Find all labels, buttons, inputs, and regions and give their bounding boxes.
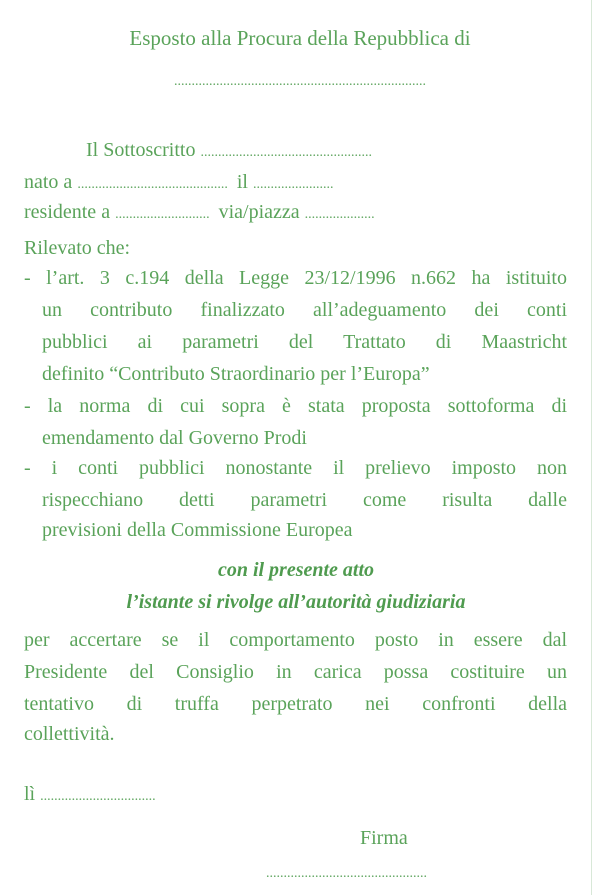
firma-label: Firma: [360, 827, 408, 849]
closing-line-2: Presidente del Consiglio in carica possa costituire un: [24, 661, 567, 683]
page-edge: [591, 0, 592, 895]
emphasis-line-1: con il presente atto: [217, 559, 375, 581]
closing-line-4: collettività.: [24, 723, 115, 745]
li-blank: .................................: [40, 789, 156, 804]
residente-row: [24, 200, 375, 227]
nato-label: nato a: [24, 171, 73, 193]
bullet-1-line-2: un contributo finalizzato all’adeguamento dei conti: [42, 299, 567, 321]
via-blank: ....................: [304, 207, 375, 222]
place-date-row: [24, 782, 156, 809]
il-blank: .......................: [252, 177, 334, 192]
rilevato-heading: Rilevato che:: [24, 237, 131, 259]
nato-row: [24, 170, 333, 197]
document-title: Esposto alla Procura della Repubblica di: [129, 26, 471, 50]
residente-blank: ...........................: [115, 207, 210, 222]
sottoscritto-blank: .................................................: [200, 145, 372, 160]
bullet-2-line-2: emendamento dal Governo Prodi: [42, 427, 307, 449]
bullet-1-line-1: - l’art. 3 c.194 della Legge 23/12/1996 n.662 ha istituito: [24, 267, 567, 289]
via-label: via/piazza: [218, 201, 300, 223]
bullet-1-line-4: definito “Contributo Straordinario per l’Europa”: [42, 363, 430, 385]
li-label: lì: [24, 783, 36, 805]
closing-line-3: tentativo di truffa perpetrato nei confronti della: [24, 693, 567, 715]
sottoscritto-label: Il Sottoscritto: [86, 139, 196, 161]
closing-line-1: per accertare se il comportamento posto in essere dal: [24, 629, 567, 651]
sottoscritto-row: [86, 138, 372, 165]
residente-label: residente a: [24, 201, 111, 223]
bullet-3-line-1: - i conti pubblici nonostante il prelievo imposto non: [24, 457, 567, 479]
nato-blank: ...........................................: [77, 177, 228, 192]
il-label: il: [236, 171, 248, 193]
bullet-2-line-1: - la norma di cui sopra è stata proposta sottoforma di: [24, 395, 567, 417]
bullet-3-line-2: rispecchiano detti parametri come risulta dalle: [42, 489, 567, 511]
bullet-1-line-3: pubblici ai parametri del Trattato di Maastricht: [42, 331, 567, 353]
emphasis-line-2: l’istante si rivolge all’autorità giudiziaria: [126, 591, 466, 613]
bullet-3-line-3: previsioni della Commissione Europea: [42, 519, 353, 541]
firma-blank: ..............................................: [266, 866, 427, 881]
procura-blank: ........................................................................: [174, 74, 426, 89]
